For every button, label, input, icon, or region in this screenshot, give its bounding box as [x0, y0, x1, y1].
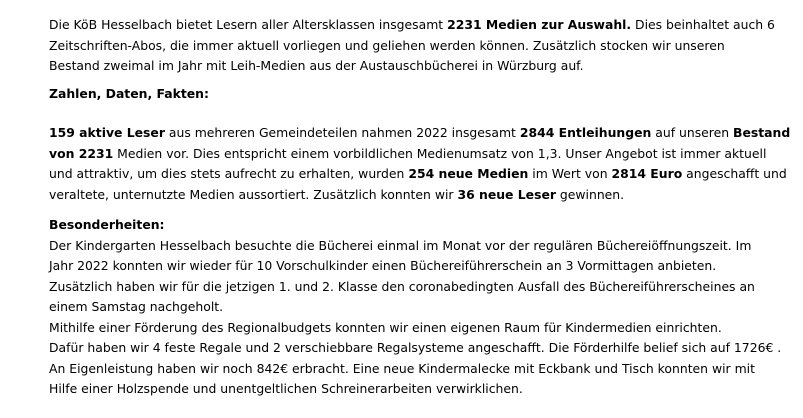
- intro-paragraph: [49, 15, 803, 77]
- intro-text: Dies beinhaltet auch 6: [631, 17, 775, 32]
- facts-text: im Wert von: [528, 166, 612, 181]
- special-line: An Eigenleistung haben wir noch 842€ erbracht. Eine neue Kindermalecke mit Eckbank und Tisch konnten wir mit: [49, 360, 755, 376]
- special-line: Dafür haben wir 4 feste Regale und 2 verschiebbare Regalsysteme angeschafft. Die Förderhilfe belief sich auf 1726€ .: [49, 340, 782, 355]
- intro-line-1: [49, 15, 803, 36]
- facts-line-3: [49, 164, 803, 185]
- special-line: Zusätzlich haben wir für die jetzigen 1. und 2. Klasse den coronabedingten Ausfall des Büchereiführerscheines an: [49, 278, 755, 294]
- new-media-bold: 254 neue Medien: [408, 166, 529, 181]
- intro-text: Die KöB Hesselbach bietet Lesern aller Altersklassen insgesamt: [49, 17, 448, 32]
- facts-text: angeschafft und: [682, 166, 787, 181]
- facts-heading-text: Zahlen, Daten, Fakten:: [49, 85, 209, 101]
- new-readers-bold: 36 neue Leser: [457, 186, 556, 202]
- special-line: einem Samstag nachgeholt.: [49, 299, 224, 314]
- media-count-bold: 2231 Medien zur Auswahl.: [447, 17, 632, 32]
- facts-paragraph: [49, 123, 803, 205]
- facts-line-2: [49, 144, 803, 165]
- facts-text: aus mehreren Gemeindeteilen nahmen 2022 insgesamt: [164, 125, 520, 140]
- facts-heading: [49, 84, 803, 105]
- intro-line-2: Zeitschriften-Abos, die immer aktuell vorliegen und geliehen werden können. Zusätzlich stocken wir unseren: [49, 37, 725, 53]
- stock-bold: Bestand: [733, 125, 791, 140]
- facts-text: Medien vor. Dies entspricht einem vorbildlichen Medienumsatz von 1,3. Unser Angebot ist immer aktuell: [113, 145, 767, 161]
- facts-line-4: [49, 185, 803, 206]
- facts-line-1: [49, 123, 803, 144]
- special-line: Der Kindergarten Hesselbach besuchte die Bücherei einmal im Monat vor der regulären Büchereiöffnungszeit. Im: [49, 237, 752, 253]
- facts-text: auf unseren: [651, 125, 734, 140]
- special-heading-text: Besonderheiten:: [49, 217, 165, 232]
- facts-text: und attraktiv, um dies stets aufrecht zu erhalten, wurden: [49, 166, 409, 181]
- special-heading: [49, 215, 803, 236]
- special-paragraph: [49, 236, 803, 400]
- facts-text: gewinnen.: [555, 186, 625, 202]
- loans-bold: 2844 Entleihungen: [519, 125, 652, 140]
- special-line: Jahr 2022 konnten wir wieder für 10 Vorschulkinder einen Büchereiführerschein an 3 Vormittagen anbieten.: [49, 258, 717, 273]
- intro-line-3: Bestand zweimal im Jahr mit Leih-Medien aus der Austauschbücherei in Würzburg auf.: [49, 58, 584, 73]
- special-line: Mithilfe einer Förderung des Regionalbudgets konnten wir einen eigenen Raum für Kindermedien einrichten.: [49, 319, 722, 335]
- stock-count-bold: von 2231: [49, 145, 114, 161]
- active-readers-bold: 159 aktive Leser: [49, 125, 165, 140]
- special-line: Hilfe einer Holzspende und unentgeltlichen Schreinerarbeiten verwirklichen.: [49, 381, 523, 396]
- value-euro-bold: 2814 Euro: [611, 166, 683, 181]
- facts-text: veraltete, unternutzte Medien aussortiert. Zusätzlich konnten wir: [49, 186, 458, 202]
